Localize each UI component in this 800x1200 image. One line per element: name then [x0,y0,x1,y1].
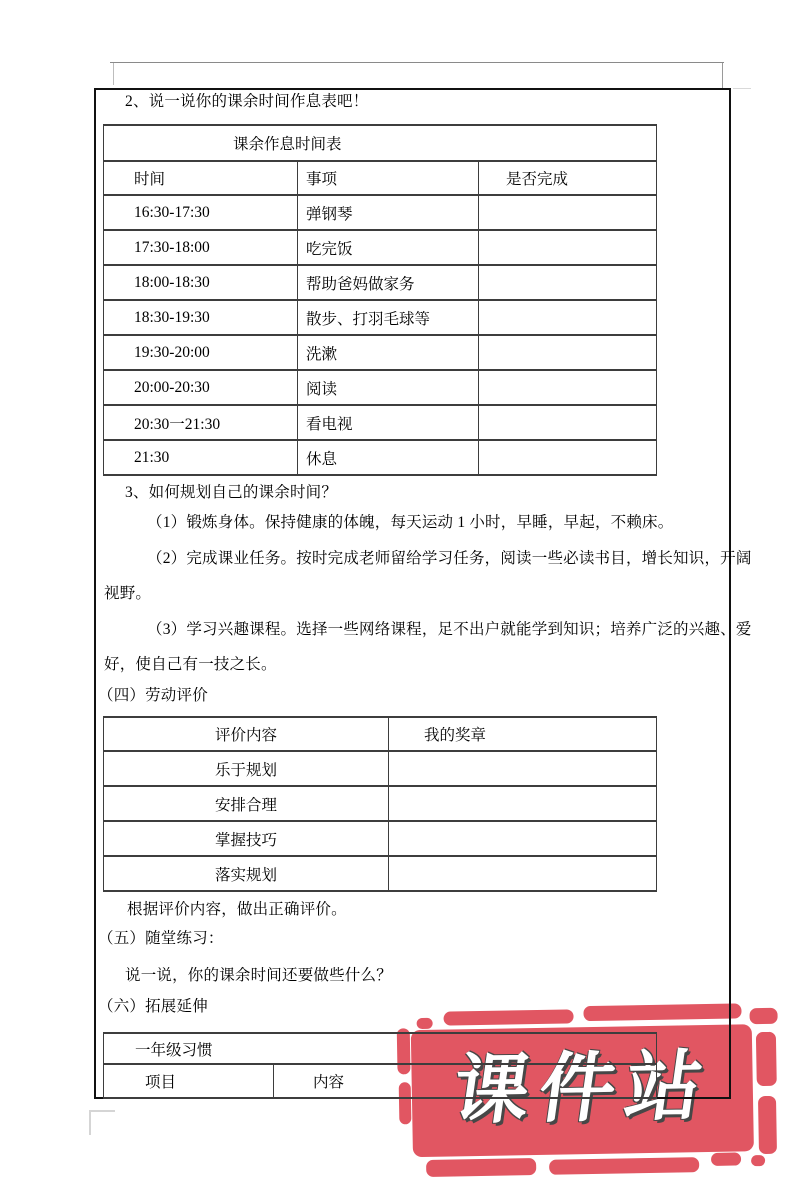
criteria-cell: 安排合理 [104,786,389,821]
done-cell [479,300,657,335]
stamp-brush-stroke [426,1158,536,1177]
time-cell: 17:30-18:00 [104,230,298,265]
stamp-text: 课件站 [447,1043,718,1134]
done-cell [479,230,657,265]
next-page-corner-mark [89,1110,115,1112]
time-cell: 18:00-18:30 [104,265,298,300]
column-header-criteria: 评价内容 [104,717,389,751]
table-row [104,300,657,335]
paragraph-line: （3）学习兴趣课程。选择一些网络课程，足不出户就能学到知识；培养广泛的兴趣、爱 [147,621,752,638]
section6-heading: （六）拓展延伸 [98,998,208,1015]
medal-cell [389,821,657,856]
column-header-time: 时间 [104,161,298,195]
paragraph-line: 视野。 [104,585,152,602]
table-row [104,370,657,405]
section4-note: 根据评价内容，做出正确评价。 [127,901,347,918]
page-boundary-stub-right [722,63,723,88]
content-border-box [94,88,752,1099]
text-boundary-tick [733,88,751,89]
table-row [104,195,657,230]
task-cell: 散步、打羽毛球等 [298,300,479,335]
task-cell: 弹钢琴 [298,195,479,230]
schedule-table [103,124,657,476]
done-cell [479,370,657,405]
paragraph-line: 好，使自己有一技之长。 [104,656,277,673]
section3-heading: 3、如何规划自己的课余时间？ [125,484,338,501]
next-page-corner-mark [89,1110,91,1135]
table-row [104,440,657,475]
column-header-done: 是否完成 [479,161,657,195]
habit-table-title: 一年级习惯 [104,1033,657,1064]
habit-table [103,1032,657,1099]
stamp-brush-stroke [549,1157,699,1175]
time-cell: 21:30 [104,440,298,475]
time-cell: 18:30-19:30 [104,300,298,335]
paragraph-line: （2）完成课业任务。按时完成老师留给学习任务，阅读一些必读书目，增长知识，开阔 [147,550,752,567]
table-row [104,230,657,265]
medal-cell [389,751,657,786]
table-row [104,856,657,891]
done-cell [479,440,657,475]
column-header-task: 事项 [298,161,479,195]
stamp-brush-stroke [751,1155,765,1166]
task-cell: 阅读 [298,370,479,405]
stamp-brush-stroke [749,1008,777,1024]
done-cell [479,405,657,440]
section5-question: 说一说，你的课余时间还要做些什么？ [125,967,392,984]
task-cell: 帮助爸妈做家务 [298,265,479,300]
criteria-cell: 掌握技巧 [104,821,389,856]
section5-heading: （五）随堂练习： [98,930,224,947]
medal-cell [389,856,657,891]
section4-heading: （四）劳动评价 [98,687,208,704]
task-cell: 吃完饭 [298,230,479,265]
done-cell [479,265,657,300]
table-row [104,265,657,300]
table-row [104,405,657,440]
done-cell [479,195,657,230]
time-cell: 19:30-20:00 [104,335,298,370]
task-cell: 洗漱 [298,335,479,370]
table-row [104,821,657,856]
column-header-medal: 我的奖章 [389,717,657,751]
evaluation-table [103,716,657,892]
time-cell: 20:30一21:30 [104,405,298,440]
schedule-table-title: 课余作息时间表 [104,125,657,161]
task-cell: 看电视 [298,405,479,440]
criteria-cell: 乐于规划 [104,751,389,786]
table-row [104,751,657,786]
table-row [104,786,657,821]
time-cell: 20:00-20:30 [104,370,298,405]
column-header-item: 项目 [104,1064,274,1098]
done-cell [479,335,657,370]
criteria-cell: 落实规划 [104,856,389,891]
page-boundary-line [110,62,724,63]
page-boundary-stub-left [113,63,114,85]
medal-cell [389,786,657,821]
paragraph-line: （1）锻炼身体。保持健康的体魄，每天运动 1 小时，早睡，早起，不赖床。 [147,514,674,531]
intro-line: 2、说一说你的课余时间作息表吧！ [125,93,369,110]
table-row [104,335,657,370]
stamp-brush-stroke [711,1152,741,1166]
column-header-content: 内容 [274,1064,657,1098]
stamp-brush-stroke [758,1096,777,1154]
task-cell: 休息 [298,440,479,475]
time-cell: 16:30-17:30 [104,195,298,230]
